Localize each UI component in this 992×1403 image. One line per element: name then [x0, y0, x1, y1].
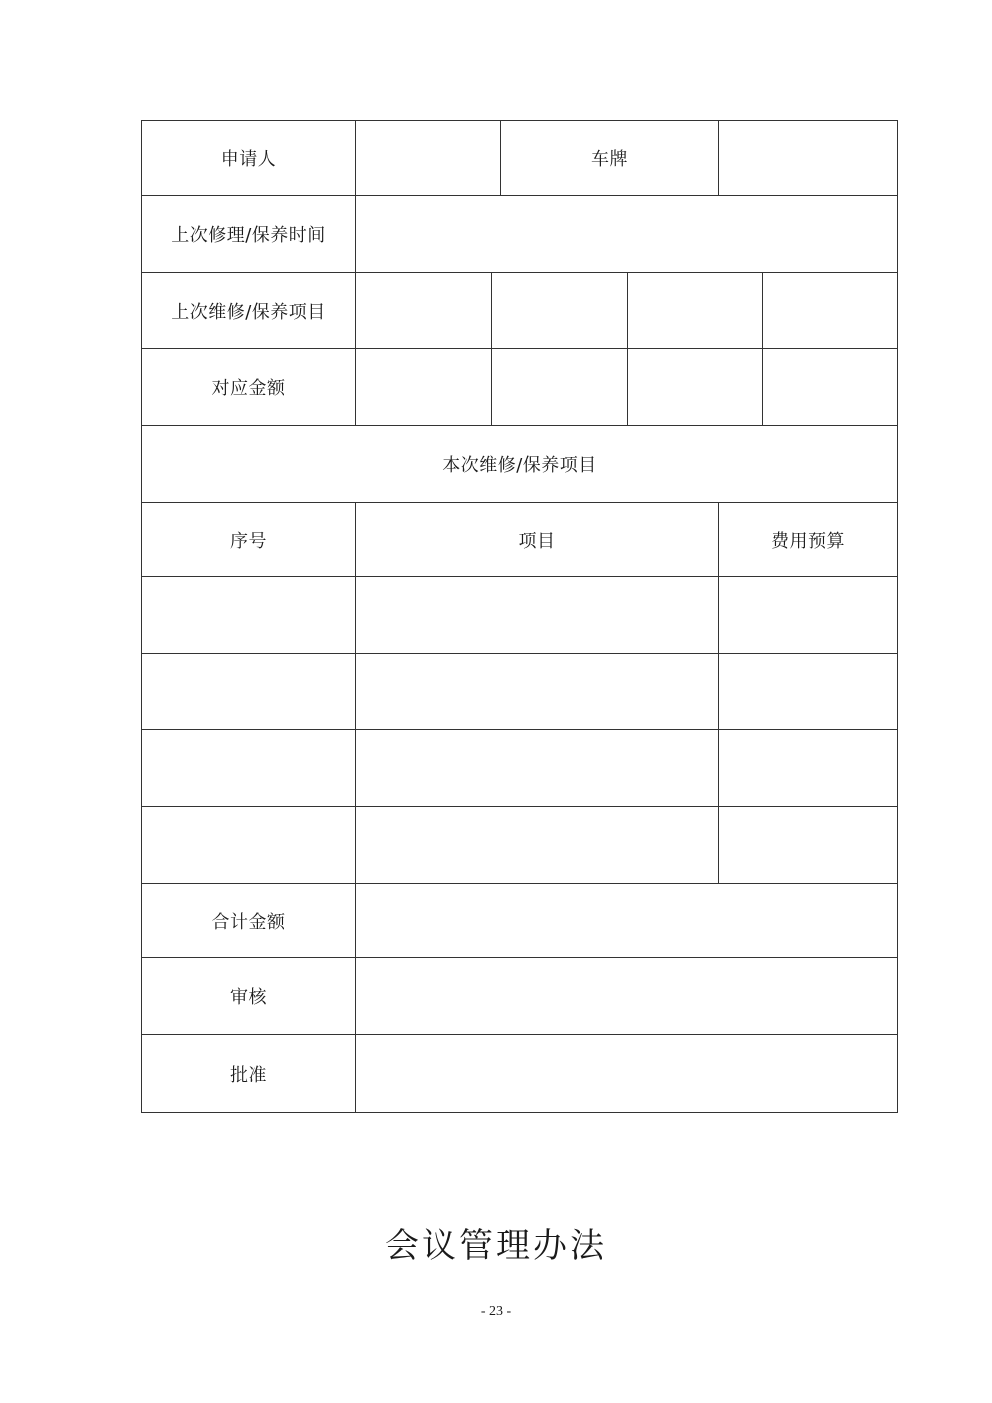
applicant-field[interactable] — [355, 120, 501, 196]
approve-label-text: 批准 — [230, 1064, 267, 1086]
column-header-item — [355, 502, 719, 577]
plate-label — [500, 120, 719, 196]
column-header-no — [141, 502, 356, 577]
row-3-item[interactable] — [355, 729, 719, 807]
row-2-item[interactable] — [355, 653, 719, 730]
row-1-budget[interactable] — [718, 576, 898, 654]
review-label — [141, 957, 356, 1035]
last-item-field-1[interactable] — [355, 272, 492, 349]
review-label-text: 审核 — [230, 987, 267, 1008]
column-header-text: 费用预算 — [771, 530, 845, 552]
row-1-item[interactable] — [355, 576, 719, 654]
column-header-budget — [718, 502, 898, 577]
amount-field-3[interactable] — [627, 348, 763, 426]
last-item-field-4[interactable] — [762, 272, 898, 349]
plate-field[interactable] — [718, 120, 898, 196]
last-item-field-2[interactable] — [491, 272, 628, 349]
section-title: 会议管理办法 — [385, 1226, 607, 1266]
row-4-no[interactable] — [141, 806, 356, 884]
last-repair-time-label — [141, 195, 356, 273]
amount-field-2[interactable] — [491, 348, 628, 426]
row-3-budget[interactable] — [718, 729, 898, 807]
total-label — [141, 883, 356, 958]
last-item-field-3[interactable] — [627, 272, 763, 349]
last-items-label-text: 上次维修/保养项目 — [171, 301, 326, 323]
approve-label — [141, 1034, 356, 1113]
row-2-budget[interactable] — [718, 653, 898, 730]
amount-label-text: 对应金额 — [211, 378, 286, 399]
amount-field-4[interactable] — [762, 348, 898, 426]
last-items-label — [141, 272, 356, 349]
row-3-no[interactable] — [141, 729, 356, 807]
row-2-no[interactable] — [141, 653, 356, 730]
total-label-text: 合计金额 — [211, 911, 286, 933]
row-4-item[interactable] — [355, 806, 719, 884]
current-section-header — [141, 425, 898, 503]
plate-label-text: 车牌 — [591, 149, 628, 170]
row-4-budget[interactable] — [718, 806, 898, 884]
total-field[interactable] — [355, 883, 898, 958]
last-repair-time-label-text: 上次修理/保养时间 — [171, 225, 326, 246]
review-field[interactable] — [355, 957, 898, 1035]
approve-field[interactable] — [355, 1034, 898, 1113]
page-number: - 23 - — [480, 1304, 512, 1319]
column-header-text: 项目 — [518, 530, 556, 552]
column-header-text: 序号 — [230, 530, 267, 552]
amount-field-1[interactable] — [355, 348, 492, 426]
last-repair-time-field[interactable] — [355, 195, 898, 273]
applicant-label-text: 申请人 — [220, 149, 277, 170]
amount-label — [141, 348, 356, 426]
applicant-label — [141, 120, 356, 196]
current-section-title: 本次维修/保养项目 — [442, 455, 597, 476]
row-1-no[interactable] — [141, 576, 356, 654]
